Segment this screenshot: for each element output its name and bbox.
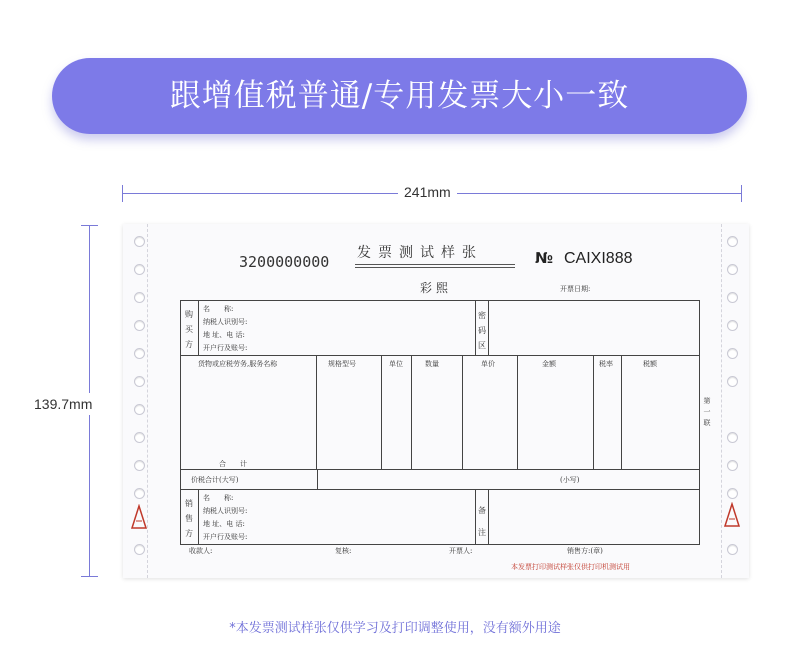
tractor-hole [727, 348, 738, 359]
table-rule [593, 355, 594, 469]
col-amount: 金额 [542, 360, 556, 368]
buyer-bank-label: 开户行及账号: [203, 344, 248, 352]
seller-address-label: 地 址、电 话: [203, 520, 245, 528]
sum-in-words-label: 价税合计(大写) [191, 476, 239, 484]
col-tax-rate: 税率 [599, 360, 613, 368]
tractor-hole [134, 432, 145, 443]
table-rule [180, 469, 700, 470]
table-rule [488, 489, 489, 544]
table-rule [198, 489, 199, 544]
table-rule [198, 300, 199, 356]
tractor-hole [134, 404, 145, 415]
invoice-table [180, 300, 700, 545]
buyer-name-label: 名 称: [203, 305, 234, 313]
triangle-logo-icon [724, 502, 740, 528]
test-sample-note: 本发票打印测试样张仅供打印机测试用 [511, 563, 630, 571]
invoice-title: 发票测试样张 [357, 245, 483, 261]
tractor-hole [727, 544, 738, 555]
table-rule [180, 355, 700, 356]
table-rule [517, 355, 518, 469]
tractor-hole [134, 460, 145, 471]
width-dimension-cap-left [122, 185, 123, 202]
height-dimension-cap-bottom [81, 576, 98, 577]
tractor-hole [727, 376, 738, 387]
issue-date-label: 开票日期: [560, 285, 591, 293]
tractor-hole [727, 432, 738, 443]
tractor-hole [134, 264, 145, 275]
issuer-name: 彩熙 [420, 281, 453, 295]
table-rule [462, 355, 463, 469]
banner [52, 58, 747, 134]
tractor-hole [727, 264, 738, 275]
table-rule [475, 300, 476, 356]
tractor-hole [727, 236, 738, 247]
password-area-label: 密码区 [478, 311, 486, 350]
triangle-logo-icon [131, 504, 147, 530]
height-dimension-cap-top [81, 225, 98, 226]
table-rule [488, 300, 489, 356]
col-spec: 规格型号 [328, 360, 356, 368]
right-perforation [721, 224, 722, 578]
left-perforation [147, 224, 148, 578]
reviewer-label: 复核: [335, 547, 352, 555]
seller-side-label: 销售方 [185, 499, 193, 538]
title-underline [355, 264, 515, 265]
buyer-taxid-label: 纳税人识别号: [203, 318, 248, 326]
tractor-hole [134, 376, 145, 387]
tractor-hole [134, 348, 145, 359]
tractor-hole [727, 292, 738, 303]
seller-bank-label: 开户行及账号: [203, 533, 248, 541]
col-unit-price: 单价 [481, 360, 495, 368]
invoice-sample [123, 224, 749, 578]
banner-title: 跟增值税普通/专用发票大小一致 [169, 78, 630, 114]
invoice-code: 3200000000 [239, 253, 330, 271]
seller-taxid-label: 纳税人识别号: [203, 507, 248, 515]
payee-label: 收款人: [189, 547, 213, 555]
table-rule [180, 489, 700, 490]
total-label: 合 计 [219, 460, 247, 468]
table-rule [316, 355, 317, 469]
width-dimension-label: 241mm [398, 184, 457, 200]
table-rule [475, 489, 476, 544]
col-tax-amount: 税额 [643, 360, 657, 368]
tractor-hole [134, 236, 145, 247]
invoice-serial-number: CAIXI888 [564, 250, 633, 267]
buyer-side-label: 购买方 [185, 310, 193, 349]
remark-label: 备注 [478, 506, 486, 537]
tractor-hole [727, 488, 738, 499]
table-rule [317, 469, 318, 489]
col-goods-name: 货物或应税劳务,服务名称 [198, 360, 278, 368]
col-unit: 单位 [389, 360, 403, 368]
number-symbol: № [535, 249, 554, 267]
seller-stamp-label: 销售方:(章) [567, 547, 603, 555]
tractor-hole [727, 460, 738, 471]
copy-label: 第一联 [703, 397, 711, 427]
sum-in-figures-label: (小写) [560, 476, 580, 484]
issuer-label: 开票人: [449, 547, 473, 555]
tractor-hole [134, 488, 145, 499]
disclaimer-caption: *本发票测试样张仅供学习及打印调整使用，没有额外用途 [229, 621, 561, 636]
title-underline [355, 267, 515, 268]
tractor-hole [134, 320, 145, 331]
tractor-hole [727, 320, 738, 331]
width-dimension-cap-right [741, 185, 742, 202]
seller-name-label: 名 称: [203, 494, 234, 502]
buyer-address-label: 地 址、电 话: [203, 331, 245, 339]
tractor-hole [134, 544, 145, 555]
height-dimension-label: 139.7mm [34, 393, 92, 415]
tractor-hole [134, 292, 145, 303]
table-rule [411, 355, 412, 469]
col-quantity: 数量 [425, 360, 439, 368]
table-rule [381, 355, 382, 469]
table-rule [621, 355, 622, 469]
